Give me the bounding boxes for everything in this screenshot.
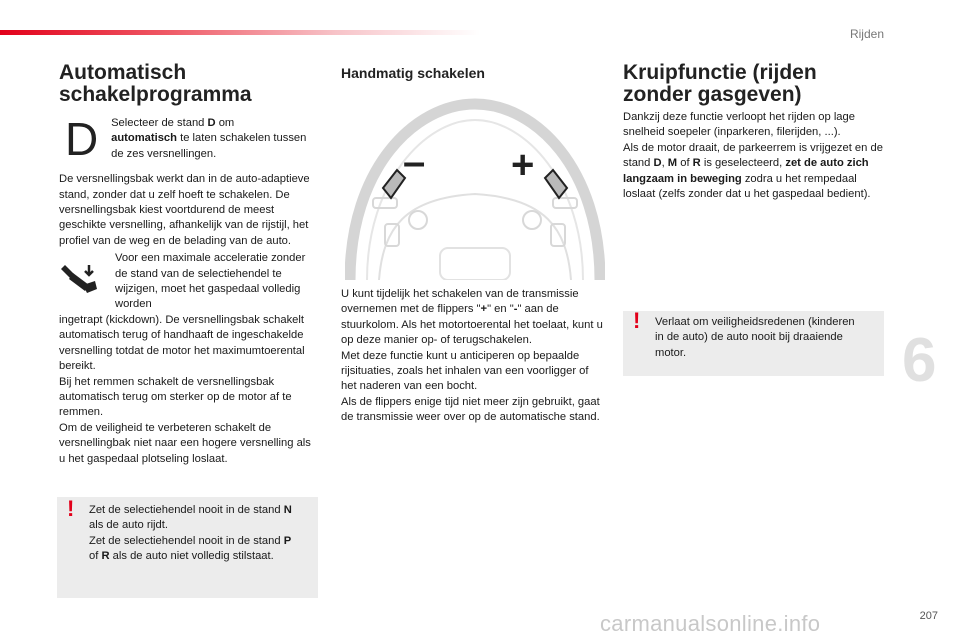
warning-box-engine bbox=[623, 308, 884, 376]
automatic-title: Automatisch schakelprogramma bbox=[59, 61, 252, 106]
section-label: Rijden bbox=[849, 27, 884, 41]
d-mode-block bbox=[59, 113, 319, 165]
minus-paddle-label: – bbox=[403, 140, 426, 184]
paragraph-anticipate: Met deze functie kunt u anticiperen op bepaalde rijsituaties, zoals het inhalen van een voorligger of het naderen van een bocht. bbox=[341, 349, 589, 393]
plus-paddle-label: + bbox=[511, 143, 535, 187]
warning-box-selector bbox=[57, 497, 318, 598]
kickdown-pedal-icon bbox=[59, 251, 115, 313]
warning-icon: ! bbox=[633, 308, 641, 333]
creep-title: Kruipfunctie (rijden zonder gasgeven) bbox=[623, 61, 817, 106]
paragraph-auto-adaptive: De versnellingsbak werkt dan in de auto-adaptieve stand, zonder dat u zelf hoeft te schakelen. De versnellingsbak kiest voortdurend de meest geschikte versnelling, afhankelijk van de rijstijl, het profiel van de weg en de belading van de auto. bbox=[59, 173, 310, 247]
steering-wheel-illustration bbox=[345, 98, 605, 285]
bullet-text: Selecteer de stand D om automatisch te laten schakelen tussen de zes versnellingen. bbox=[111, 117, 307, 160]
paragraph-kickdown: ingetrapt (kickdown). De versnellingsbak schakelt automatisch terug of handhaaft de ingeschakelde versnelling totdat de motor het maximumtoerental bereikt. bbox=[59, 313, 305, 373]
paragraph-revert: Als de flippers enige tijd niet meer zijn gebruikt, gaat de transmissie weer over op de automatische stand. bbox=[341, 395, 600, 424]
paragraph-creep-intro: Dankzij deze functie verloopt het rijden op lage snelheid soepeler (inparkeren, filerijden, ...). bbox=[623, 111, 855, 139]
top-accent-bar bbox=[0, 30, 480, 35]
paragraph-creep-condition: Als de motor draait, de parkeerrem is vrijgezet en de stand D, M of R is geselecteerd, zet de auto zich langzaam in beweging zodra u het rempedaal loslaat (zelfs zonder dat u het gaspedaal bedient). bbox=[623, 141, 883, 201]
watermark: carmanualsonline.info bbox=[600, 611, 821, 636]
page-number: 207 bbox=[919, 610, 938, 622]
d-letter: D bbox=[65, 113, 99, 165]
kickdown-text: Voor een maximale acceleratie zonder de stand van de selectiehendel te wijzigen, moet het gaspedaal volledig worden bbox=[115, 252, 306, 311]
paragraph-flippers: U kunt tijdelijk het schakelen van de transmissie overnemen met de flippers "+" en "-" aan de stuurkolom. Als het motortoerental het toelaat, kunt u op deze manier op- of terugschakelen. bbox=[341, 288, 603, 347]
column-creep bbox=[623, 62, 885, 202]
manual-text bbox=[341, 287, 603, 426]
paragraph-braking: Bij het remmen schakelt de versnellingsbak automatisch terug om sterker op de motor af te remmen. bbox=[59, 375, 292, 419]
warning-text: Zet de selectiehendel nooit in de stand N als de auto rijdt. Zet de selectiehendel nooit in de stand P of R als de auto niet volledig stilstaat. bbox=[89, 504, 292, 563]
warning-icon: ! bbox=[67, 496, 75, 521]
column-automatic bbox=[59, 62, 319, 467]
kickdown-block bbox=[59, 251, 319, 313]
warning-text: Verlaat om veiligheidsredenen (kinderen in de auto) de auto nooit bij draaiende motor. bbox=[655, 316, 855, 359]
paragraph-safety: Om de veiligheid te verbeteren schakelt de versnellingbak niet naar een hogere versnelling als u het gaspedaal plotseling loslaat. bbox=[59, 421, 311, 465]
bullet-item bbox=[105, 116, 319, 162]
manual-title: Handmatig schakelen bbox=[341, 65, 485, 81]
column-manual bbox=[341, 62, 603, 81]
chapter-number: 6 bbox=[902, 326, 937, 395]
